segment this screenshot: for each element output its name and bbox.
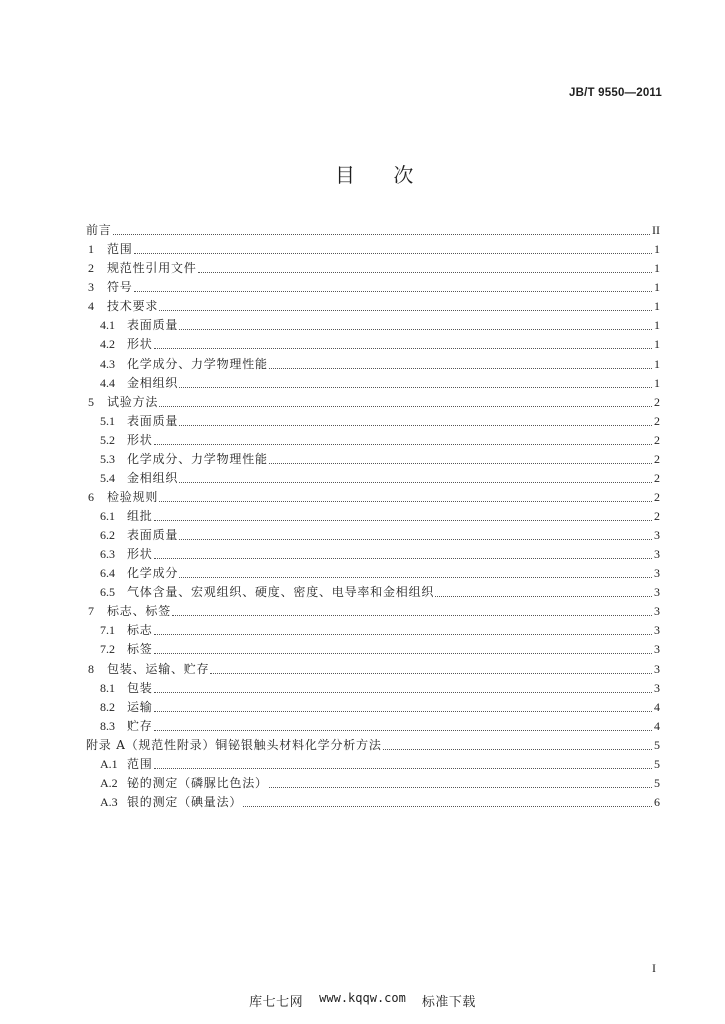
toc-entry-number: 5.1 — [100, 413, 115, 428]
toc-entry-page: 2 — [654, 432, 660, 447]
toc-entry — [86, 450, 660, 469]
toc-entry-number: 6.4 — [100, 566, 115, 581]
toc-entry-number: 7.1 — [100, 623, 115, 638]
toc-entry-page: 3 — [654, 604, 660, 619]
toc-entry-page: 3 — [654, 680, 660, 695]
toc-entry-page: 3 — [654, 661, 660, 676]
toc-dot-leader — [179, 481, 652, 483]
toc-dot-leader — [243, 805, 652, 807]
toc-entry — [86, 469, 660, 488]
toc-entry — [86, 793, 660, 812]
toc-entry-page: 3 — [654, 623, 660, 638]
toc-entry-page: 1 — [654, 318, 660, 333]
toc-entry — [86, 259, 660, 278]
toc-entry-page: 2 — [654, 394, 660, 409]
toc-entry-title: 范围 — [107, 242, 133, 257]
toc-dot-leader — [134, 252, 652, 254]
page-number: I — [652, 961, 656, 975]
toc-dot-leader — [154, 729, 652, 731]
toc-dot-leader — [154, 557, 652, 559]
toc-dot-leader — [134, 290, 652, 292]
page-title: 目 次 — [335, 163, 430, 187]
toc-entry-title: 符号 — [107, 280, 133, 295]
toc-dot-leader — [383, 748, 652, 750]
toc-entry-page: 2 — [654, 489, 660, 504]
toc-entry-title: 形状 — [127, 337, 153, 352]
toc-dot-leader — [154, 652, 652, 654]
toc-entry-title: 形状 — [127, 547, 153, 562]
toc-entry-page: 2 — [654, 413, 660, 428]
toc-entry-number: A.2 — [100, 775, 118, 790]
toc-entry-title: 组批 — [127, 509, 153, 523]
toc-entry-title: 银的测定（碘量法） — [127, 794, 243, 809]
toc-dot-leader — [159, 500, 652, 502]
toc-entry-title: 形状 — [127, 432, 153, 447]
toc-dot-leader — [179, 386, 652, 388]
toc-entry — [86, 488, 660, 507]
toc-entry — [86, 354, 660, 373]
toc-entry-number: 6.5 — [100, 585, 115, 600]
toc-dot-leader — [154, 691, 652, 693]
toc-dot-leader — [172, 614, 652, 616]
toc-entry — [86, 679, 660, 698]
toc-entry-page: 1 — [654, 356, 660, 371]
toc-entry — [86, 431, 660, 450]
toc-entry-number: 2 — [88, 261, 94, 276]
toc-entry — [86, 717, 660, 736]
toc-entry — [86, 316, 660, 335]
toc-entry-number: 5.3 — [100, 451, 115, 466]
toc-entry — [86, 736, 660, 755]
toc-entry-page: 1 — [654, 280, 660, 295]
toc-entry-number: 5.2 — [100, 432, 115, 447]
toc-dot-leader — [179, 424, 652, 426]
footer-tagline: 标准下载 — [421, 995, 476, 1010]
toc-entry-page: 1 — [654, 261, 660, 276]
toc-dot-leader — [435, 595, 652, 597]
toc-entry-number: 6 — [88, 489, 94, 504]
toc-entry-title: 试验方法 — [107, 394, 159, 409]
toc-entry-title: 金相组织 — [127, 375, 179, 390]
toc-entry-title: 表面质量 — [127, 413, 179, 428]
toc-dot-leader — [269, 786, 652, 788]
toc-entry-number: 7 — [88, 604, 94, 619]
toc-entry-title: 范围 — [127, 756, 153, 771]
toc-entry-number: 5 — [88, 394, 94, 409]
toc-entry-title: 表面质量 — [127, 528, 179, 543]
toc-dot-leader — [269, 462, 652, 464]
toc-entry-number: 1 — [88, 242, 94, 257]
toc-entry-number: 3 — [88, 280, 94, 295]
toc-entry-page: 1 — [654, 242, 660, 257]
table-of-contents — [86, 221, 660, 812]
toc-dot-leader — [154, 633, 652, 635]
toc-entry-number: 6.2 — [100, 528, 115, 543]
toc-entry-title: 包装 — [127, 680, 153, 695]
toc-dot-leader — [159, 309, 652, 311]
toc-dot-leader — [210, 672, 652, 674]
toc-dot-leader — [179, 328, 652, 330]
toc-entry-number: A.1 — [100, 756, 118, 771]
footer-credit — [0, 991, 725, 1010]
toc-entry-title: 标签 — [127, 642, 153, 657]
footer-url: www.kqqw.com — [319, 991, 406, 1005]
toc-entry-number: 5.4 — [100, 470, 115, 485]
toc-entry-title: 检验规则 — [107, 489, 159, 504]
document-number: JB/T 9550—2011 — [569, 87, 662, 99]
toc-entry-number: 8 — [88, 661, 94, 676]
toc-entry-number: 4.2 — [100, 337, 115, 352]
toc-entry — [86, 393, 660, 412]
toc-entry-number: 4.4 — [100, 375, 115, 390]
toc-entry — [86, 621, 660, 640]
toc-entry-title: 金相组织 — [127, 470, 179, 485]
toc-entry-title: 化学成分、力学物理性能 — [127, 451, 268, 466]
toc-entry-page: 2 — [654, 509, 660, 523]
toc-entry — [86, 640, 660, 659]
toc-entry — [86, 297, 660, 316]
toc-entry-page: 6 — [654, 794, 660, 809]
toc-entry-page: 5 — [654, 737, 660, 752]
toc-entry-page: 3 — [654, 566, 660, 581]
toc-entry — [86, 221, 660, 240]
toc-entry — [86, 278, 660, 297]
toc-entry-number: A.3 — [100, 794, 118, 809]
toc-dot-leader — [269, 367, 652, 369]
toc-entry-page: 4 — [654, 699, 660, 714]
toc-entry-number: 4.1 — [100, 318, 115, 333]
toc-entry-page: II — [652, 223, 660, 238]
toc-entry — [86, 335, 660, 354]
toc-entry-number: 8.2 — [100, 699, 115, 714]
toc-entry — [86, 564, 660, 583]
toc-entry-page: 5 — [654, 756, 660, 771]
toc-dot-leader — [179, 576, 652, 578]
toc-entry-title: 气体含量、宏观组织、硬度、密度、电导率和金相组织 — [127, 585, 435, 600]
toc-entry-page: 1 — [654, 337, 660, 352]
toc-entry-title: 标志、标签 — [107, 604, 172, 619]
toc-entry — [86, 507, 660, 526]
toc-entry-page: 5 — [654, 775, 660, 790]
toc-entry-page: 1 — [654, 299, 660, 314]
footer-site-name: 库七七网 — [249, 995, 304, 1010]
toc-entry-title: 规范性引用文件 — [107, 261, 197, 276]
toc-dot-leader — [154, 519, 652, 521]
toc-entry — [86, 659, 660, 678]
toc-entry — [86, 774, 660, 793]
toc-entry-title: 附录 A（规范性附录）铜铋银触头材料化学分析方法 — [86, 737, 382, 752]
toc-entry — [86, 240, 660, 259]
toc-entry-title: 前言 — [86, 223, 112, 238]
toc-entry — [86, 602, 660, 621]
toc-dot-leader — [154, 443, 652, 445]
toc-entry — [86, 374, 660, 393]
toc-dot-leader — [198, 271, 652, 273]
toc-entry — [86, 526, 660, 545]
toc-entry-number: 4 — [88, 299, 94, 314]
toc-entry-title: 技术要求 — [107, 299, 159, 314]
toc-entry-number: 8.3 — [100, 718, 115, 733]
toc-entry-page: 3 — [654, 642, 660, 657]
toc-entry-title: 化学成分、力学物理性能 — [127, 356, 268, 371]
toc-entry-page: 3 — [654, 585, 660, 600]
toc-entry-title: 表面质量 — [127, 318, 179, 333]
toc-entry-number: 4.3 — [100, 356, 115, 371]
toc-entry — [86, 698, 660, 717]
toc-entry — [86, 545, 660, 564]
toc-dot-leader — [154, 767, 652, 769]
toc-entry-title: 铋的测定（磷脲比色法） — [127, 775, 268, 790]
toc-entry-title: 包装、运输、贮存 — [107, 661, 210, 676]
toc-entry-page: 4 — [654, 718, 660, 733]
toc-entry-title: 贮存 — [127, 718, 153, 733]
toc-entry-page: 3 — [654, 528, 660, 543]
toc-entry-title: 运输 — [127, 699, 153, 714]
toc-entry-page: 1 — [654, 375, 660, 390]
toc-dot-leader — [154, 347, 652, 349]
toc-entry-number: 6.1 — [100, 509, 115, 523]
toc-dot-leader — [154, 710, 652, 712]
toc-dot-leader — [113, 233, 650, 235]
toc-entry-number: 6.3 — [100, 547, 115, 562]
toc-entry-page: 3 — [654, 547, 660, 562]
toc-dot-leader — [179, 538, 652, 540]
toc-dot-leader — [159, 405, 652, 407]
toc-entry-number: 8.1 — [100, 680, 115, 695]
toc-entry — [86, 755, 660, 774]
toc-entry-page: 2 — [654, 470, 660, 485]
toc-entry — [86, 583, 660, 602]
toc-entry-title: 化学成分 — [127, 566, 179, 581]
toc-entry — [86, 412, 660, 431]
toc-entry-title: 标志 — [127, 623, 153, 638]
toc-entry-page: 2 — [654, 451, 660, 466]
toc-entry-number: 7.2 — [100, 642, 115, 657]
